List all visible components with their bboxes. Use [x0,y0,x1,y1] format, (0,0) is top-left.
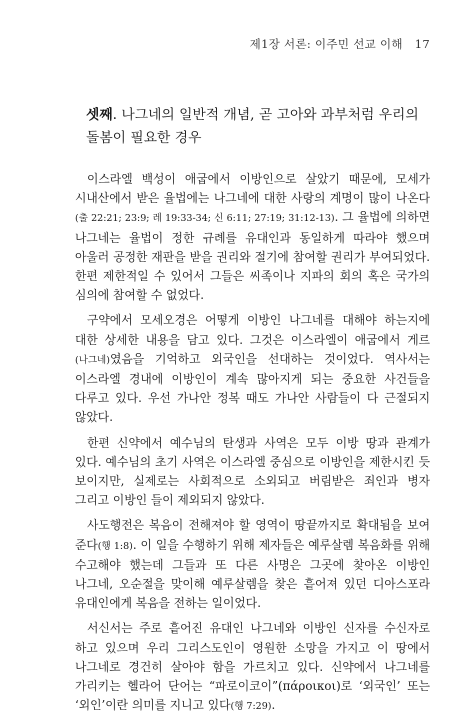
paragraph-text: 한편 신약에서 예수님의 탄생과 사역은 모두 이방 땅과 관계가 있다. 예수님의 초기 사역은 이스라엘 중심으로 이방인을 제한시킨 듯 보이지만, 실제로는 사회적으로 소외되고 버림받은 죄인과 병자 그리고 이방인 들이 제외되지 않았다. [75,435,430,508]
heading-lead: 셋째 [86,107,113,123]
running-header [250,36,430,52]
paragraph-text: . 그 율법에 의하면 나그네는 율법이 정한 규례를 유대인과 동일하게 따라야 했으며 아울러 공정한 재판을 받을 권리와 절기에 참여할 권리가 부여되었다. 한편 제한적일 수 있어서 그들은 씨족이나 지파의 회의 혹은 국가의 심의에 참여할 수 없었다. [75,210,430,303]
paragraph-text: 서신서는 주로 흩어진 유대인 나그네와 이방인 신자를 수신자로 하고 있으며 우리 그리스도인이 영원한 소망을 가지고 이 땅에서 나그네로 경건히 살아야 함을 가르치고 있다. 신약에서 나그네를 가리키는 헬라어 단어는 “파로이코이”(πάροικοι)로 ‘외국인’ 또는 ‘외인’이란 의미를 지니고 있다 [75,621,430,713]
bible-reference: (행 1:8) [97,540,133,552]
paragraph-text: 이스라엘 백성이 애굽에서 이방인으로 살았기 때문에, 모세가 시내산에서 받은 율법에는 나그네에 대한 사랑의 계명이 많이 나온다 [75,172,430,206]
paragraph-text: 사도행전은 복음이 전해져야 할 영역이 땅끝까지로 확대됨을 보여 준다 [75,518,430,552]
paragraph [75,516,430,613]
inline-gloss: (나그네) [75,354,110,366]
body-text [75,170,430,716]
paragraph-text: 구약에서 모세오경은 어떻게 이방인 나그네를 대해야 하는지에 대한 상세한 내용을 담고 있다. 그것은 이스라엘이 애굽에서 게르 [75,313,430,347]
bible-reference: (행 7:29) [230,701,272,713]
paragraph [75,619,430,716]
bible-reference: (출 22:21; 23:9; 레 19:33-34; 신 6:11; 27:19; 31:12-13) [75,213,335,225]
page-number: 17 [414,37,430,51]
heading-text: . 나그네의 일반적 개념, 곧 고아와 과부처럼 우리의 돌봄이 필요한 경우 [86,107,419,146]
paragraph-text: . 이 일을 수행하기 위해 제자들은 예루살렘 복음화를 위해 수고해야 했는데 그들과 또 다른 사명은 그곳에 찾아온 이방인 나그네, 오순절을 맞이해 예루살렘을 찾은 흩어져 있던 디아스포라 유대인에게 복음을 전하는 일이었다. [75,537,430,611]
paragraph [75,434,430,511]
paragraph [75,170,430,305]
section-heading [86,104,426,150]
chapter-title: 제1장 서론: 이주민 선교 이해 [249,37,403,51]
paragraph [75,311,430,427]
paragraph-text: 였음을 기억하고 외국인을 선대하는 것이었다. 역사서는 이스라엘 경내에 이방인이 계속 많아지게 되는 중요한 사건들을 다루고 있다. 우선 가나안 정복 때도 가나안 사람들이 다 근절되지 않았다. [75,351,430,425]
paragraph-text: . [271,698,276,713]
